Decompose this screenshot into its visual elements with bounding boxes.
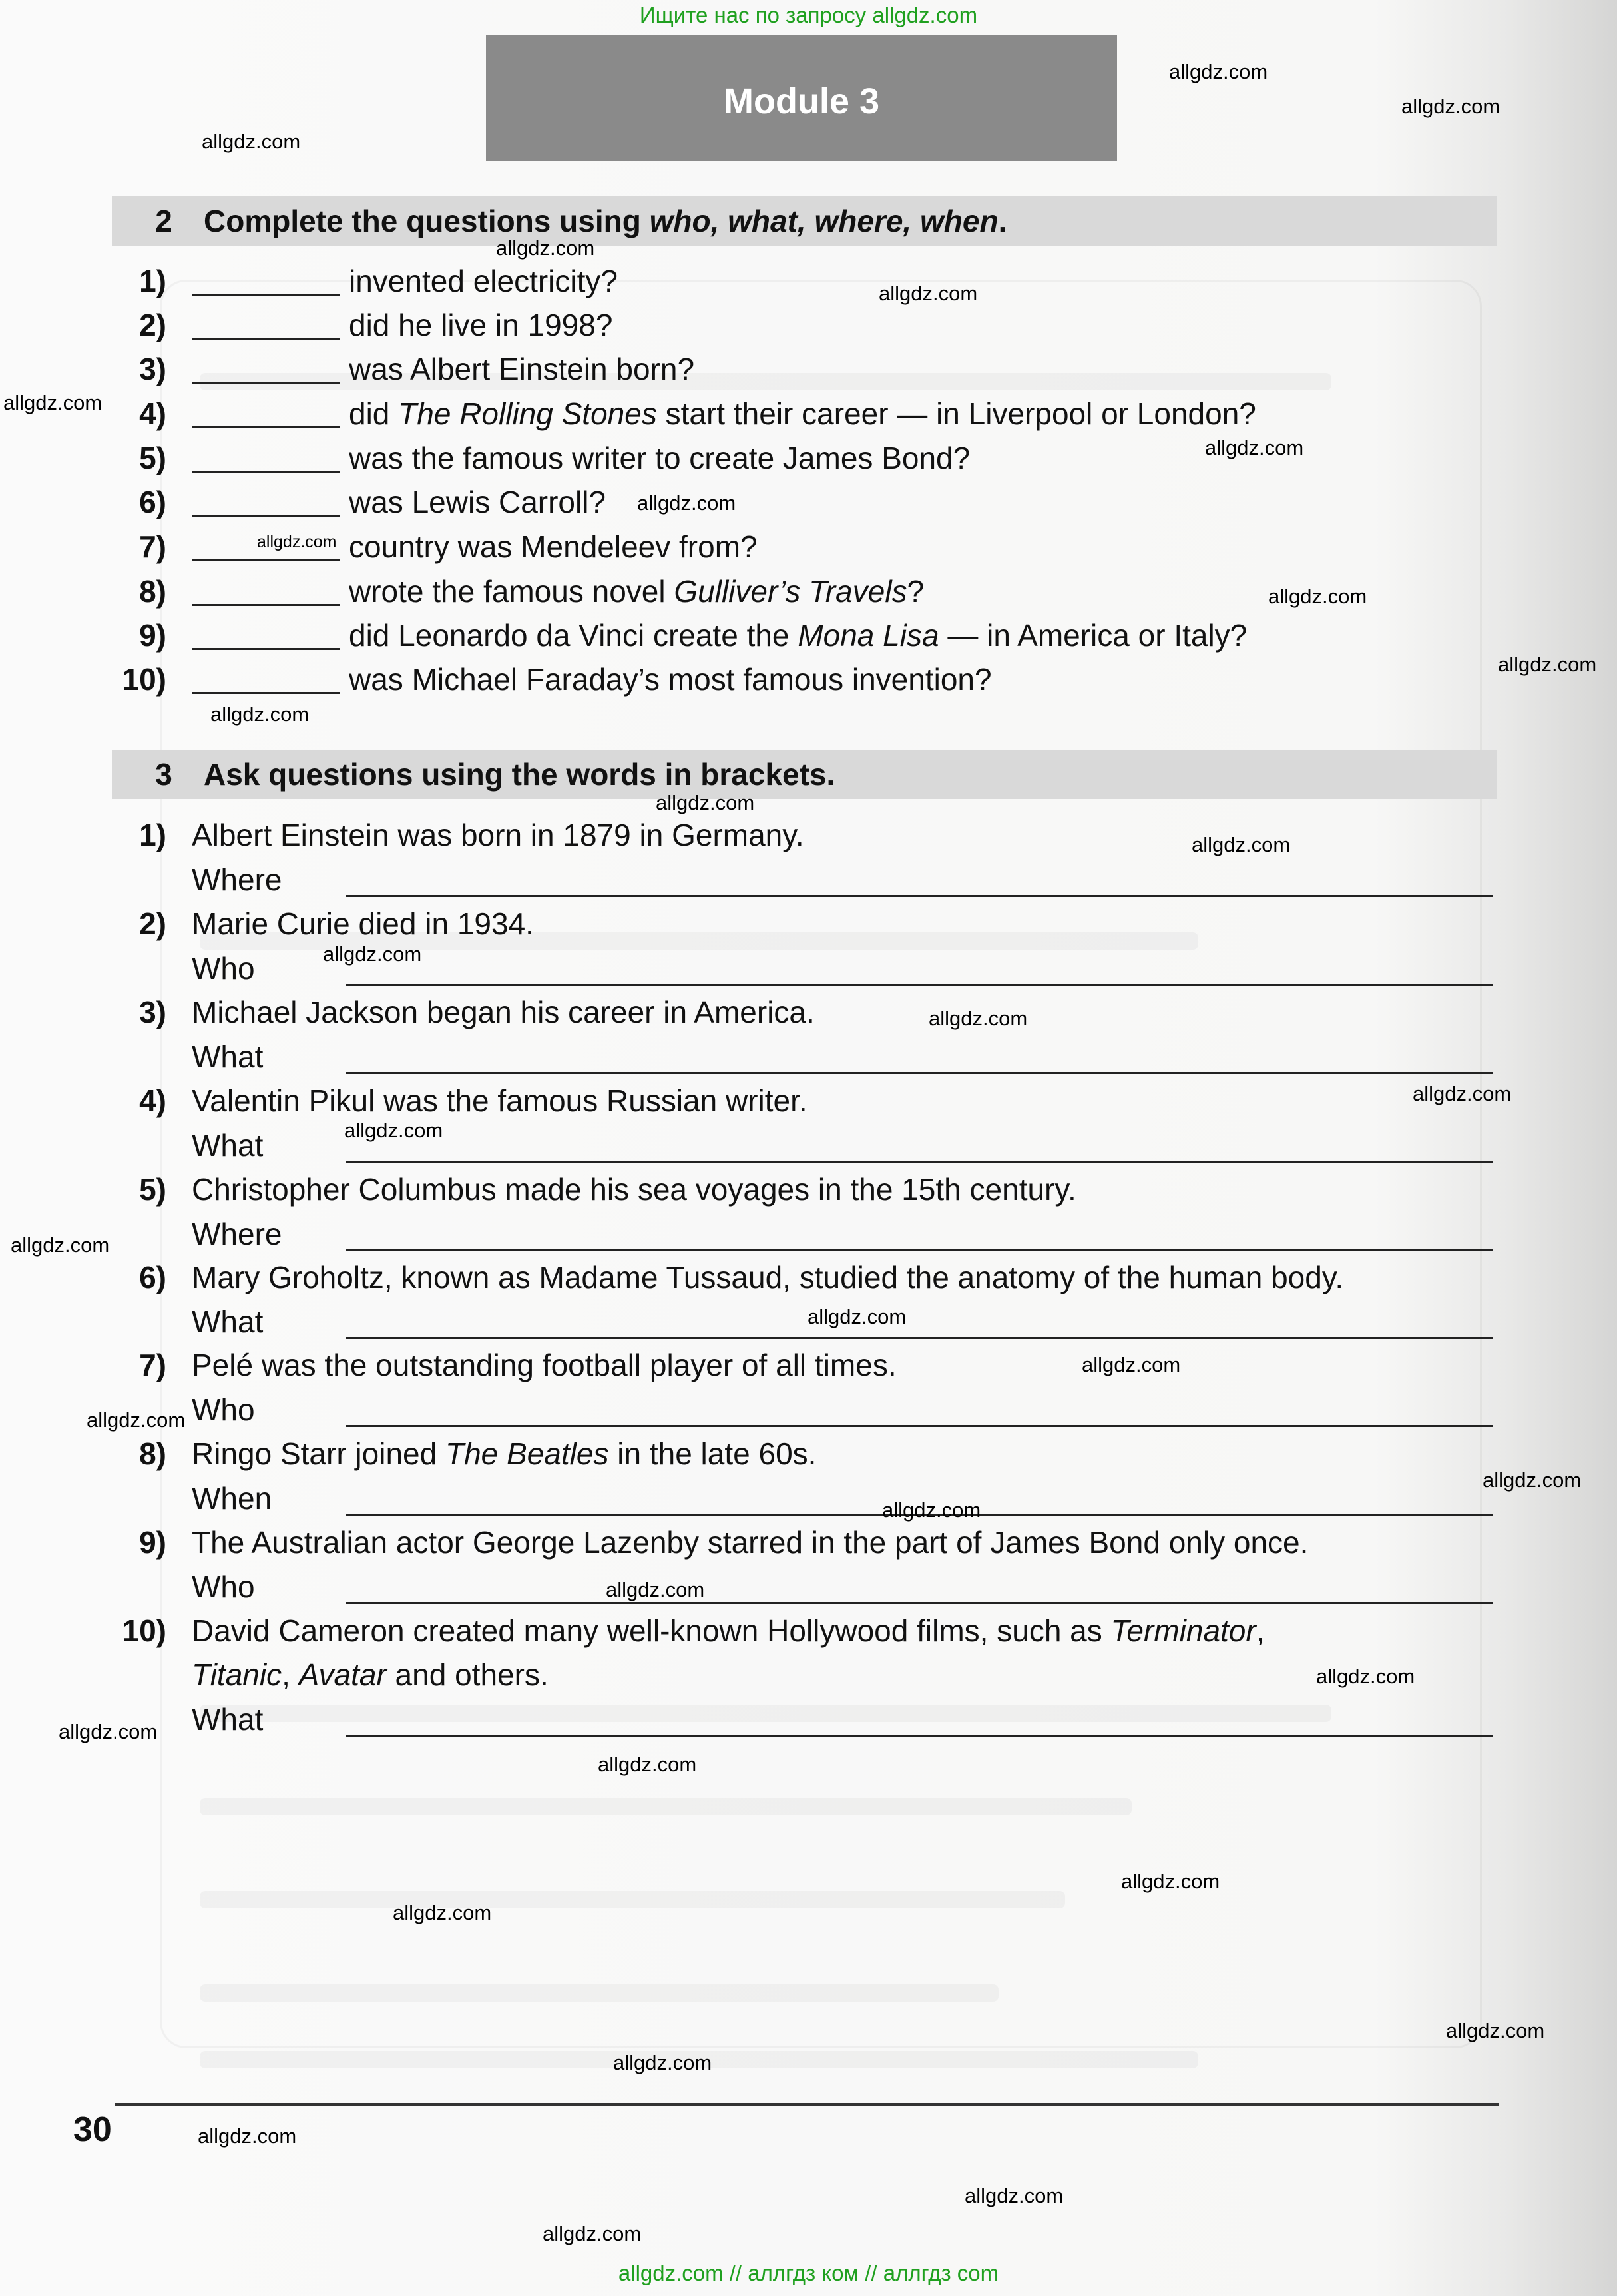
item-number: 10) bbox=[122, 1613, 166, 1648]
watermark: allgdz.com bbox=[808, 1305, 907, 1328]
question-prompt: What bbox=[192, 1128, 264, 1163]
exercise-2-item bbox=[107, 525, 758, 568]
exercise-3-item bbox=[107, 1168, 1076, 1211]
watermark: allgdz.com bbox=[59, 1720, 158, 1743]
watermark: allgdz.com bbox=[1121, 1870, 1220, 1893]
item-number: 1) bbox=[139, 818, 166, 852]
watermark: allgdz.com bbox=[496, 236, 595, 260]
item-number: 4) bbox=[139, 1083, 166, 1118]
bleed-line bbox=[200, 1891, 1065, 1908]
question-prompt: What bbox=[192, 1702, 264, 1737]
item-number: 2) bbox=[139, 308, 166, 342]
exercise-2-item bbox=[107, 658, 992, 701]
watermark: allgdz.com bbox=[210, 703, 310, 726]
watermark: allgdz.com bbox=[1446, 2019, 1545, 2042]
item-number: 6) bbox=[139, 485, 166, 519]
exercise-3-item bbox=[107, 991, 815, 1033]
watermark: allgdz.com bbox=[879, 282, 978, 305]
watermark: allgdz.com bbox=[1498, 653, 1597, 676]
watermark: allgdz.com bbox=[202, 130, 301, 153]
answer-blank[interactable] bbox=[192, 267, 340, 296]
exercise-3-item bbox=[107, 1079, 808, 1122]
answer-line[interactable] bbox=[346, 1337, 1493, 1339]
item-number: 8) bbox=[139, 1436, 166, 1471]
module-title: Module 3 bbox=[723, 81, 879, 121]
answer-blank[interactable] bbox=[192, 444, 340, 473]
watermark: allgdz.com bbox=[1169, 60, 1268, 83]
item-number: 1) bbox=[139, 264, 166, 298]
item-number: 6) bbox=[139, 1260, 166, 1294]
watermark: allgdz.com bbox=[656, 791, 755, 814]
item-number: 8) bbox=[139, 574, 166, 609]
statement-text: Albert Einstein was born in 1879 in Germany. bbox=[192, 818, 804, 852]
watermark: allgdz.com bbox=[606, 1578, 705, 1601]
question-text: did Leonardo da Vinci create the Mona Lisa — in America or Italy? bbox=[349, 618, 1248, 653]
statement-text: Mary Groholtz, known as Madame Tussaud, studied the anatomy of the human body. bbox=[192, 1260, 1344, 1294]
exercise-3-item bbox=[107, 1344, 897, 1386]
exercise-2-item bbox=[107, 348, 694, 390]
watermark: allgdz.com bbox=[257, 533, 337, 551]
watermark: allgdz.com bbox=[344, 1119, 443, 1142]
answer-line[interactable] bbox=[346, 1161, 1493, 1163]
answer-line[interactable] bbox=[346, 984, 1493, 986]
top-search-banner[interactable]: Ищите нас по запросу allgdz.com bbox=[639, 3, 978, 27]
question-prompt: Where bbox=[192, 862, 282, 897]
statement-text: Valentin Pikul was the famous Russian writer. bbox=[192, 1083, 808, 1118]
answer-blank[interactable] bbox=[192, 488, 340, 517]
question-text: was Michael Faraday’s most famous invention? bbox=[349, 662, 992, 697]
item-number: 9) bbox=[139, 618, 166, 653]
question-text: did The Rolling Stones start their career — in Liverpool or London? bbox=[349, 396, 1256, 431]
watermark: allgdz.com bbox=[11, 1233, 110, 1257]
item-number: 5) bbox=[139, 441, 166, 475]
exercise-2-item bbox=[107, 614, 1247, 657]
item-number: 4) bbox=[139, 396, 166, 431]
exercise-3-item bbox=[107, 902, 534, 945]
watermark: allgdz.com bbox=[1316, 1665, 1415, 1688]
answer-blank[interactable] bbox=[192, 400, 340, 428]
watermark: allgdz.com bbox=[929, 1007, 1028, 1030]
statement-text: Pelé was the outstanding football player of all times. bbox=[192, 1348, 897, 1382]
exercise-3-item bbox=[107, 814, 804, 856]
section-2-number: 2 bbox=[155, 204, 172, 238]
answer-line[interactable] bbox=[346, 1425, 1493, 1427]
watermark: allgdz.com bbox=[1268, 585, 1367, 608]
exercise-2-item bbox=[107, 392, 1256, 435]
section-2-title: Complete the questions using who, what, where, when. bbox=[204, 204, 1007, 238]
item-number: 2) bbox=[139, 906, 166, 941]
question-prompt: Who bbox=[192, 1570, 255, 1604]
question-text: did he live in 1998? bbox=[349, 308, 613, 342]
bottom-divider bbox=[115, 2103, 1499, 2106]
exercise-3-item bbox=[107, 1521, 1308, 1564]
watermark: allgdz.com bbox=[613, 2051, 712, 2074]
question-prompt: What bbox=[192, 1304, 264, 1339]
watermark: allgdz.com bbox=[393, 1901, 492, 1924]
answer-line[interactable] bbox=[346, 895, 1493, 897]
statement-text: Marie Curie died in 1934. bbox=[192, 906, 534, 941]
statement-text: The Australian actor George Lazenby starred in the part of James Bond only once. bbox=[192, 1525, 1309, 1560]
item-number: 3) bbox=[139, 352, 166, 386]
answer-blank[interactable] bbox=[192, 311, 340, 340]
watermark: allgdz.com bbox=[1192, 833, 1291, 856]
watermark: allgdz.com bbox=[1205, 436, 1304, 459]
watermark: allgdz.com bbox=[323, 942, 422, 966]
question-text: was Lewis Carroll? bbox=[349, 485, 606, 519]
item-number: 9) bbox=[139, 1525, 166, 1560]
watermark: allgdz.com bbox=[965, 2184, 1064, 2207]
answer-blank[interactable] bbox=[192, 355, 340, 384]
question-prompt: When bbox=[192, 1481, 272, 1516]
watermark: allgdz.com bbox=[1413, 1082, 1512, 1105]
watermark: allgdz.com bbox=[3, 391, 103, 414]
question-prompt: Where bbox=[192, 1217, 282, 1251]
item-number: 5) bbox=[139, 1172, 166, 1207]
watermark: allgdz.com bbox=[598, 1753, 697, 1776]
question-prompt: What bbox=[192, 1039, 264, 1074]
exercise-3-item bbox=[107, 1256, 1343, 1298]
statement-text: Michael Jackson began his career in America. bbox=[192, 995, 815, 1029]
question-text: invented electricity? bbox=[349, 264, 618, 298]
watermark: allgdz.com bbox=[882, 1498, 981, 1522]
item-number: 7) bbox=[139, 1348, 166, 1382]
footer-banner[interactable]: allgdz.com // аллгдз ком // аллгдз com bbox=[618, 2261, 999, 2285]
statement-text: Christopher Columbus made his sea voyages in the 15th century. bbox=[192, 1172, 1076, 1207]
answer-line[interactable] bbox=[346, 1602, 1493, 1604]
answer-line[interactable] bbox=[346, 1735, 1493, 1737]
exercise-2-item bbox=[107, 481, 606, 523]
bleed-line bbox=[200, 1984, 999, 2002]
exercise-2-item bbox=[107, 304, 612, 346]
watermark: allgdz.com bbox=[1401, 95, 1501, 118]
statement-continuation bbox=[192, 1653, 549, 1696]
watermark: allgdz.com bbox=[1082, 1353, 1181, 1376]
answer-line[interactable] bbox=[346, 1072, 1493, 1074]
section-3-title: Ask questions using the words in brackets. bbox=[204, 757, 835, 792]
watermark: allgdz.com bbox=[198, 2124, 297, 2148]
watermark: allgdz.com bbox=[543, 2222, 642, 2245]
statement-text: David Cameron created many well-known Hollywood films, such as Terminator, bbox=[192, 1613, 1265, 1648]
watermark: allgdz.com bbox=[87, 1408, 186, 1432]
question-text: was the famous writer to create James Bond? bbox=[349, 441, 971, 475]
exercise-2-item bbox=[107, 570, 924, 613]
exercise-2-item bbox=[107, 260, 618, 302]
question-prompt: Who bbox=[192, 1392, 255, 1427]
watermark: allgdz.com bbox=[1483, 1468, 1582, 1492]
module-header bbox=[486, 35, 1117, 161]
exercise-2-item bbox=[107, 437, 970, 479]
section-3-header bbox=[112, 750, 1497, 799]
answer-blank[interactable] bbox=[192, 621, 340, 650]
question-prompt: Who bbox=[192, 951, 255, 986]
section-2-header bbox=[112, 196, 1497, 246]
question-text: country was Mendeleev from? bbox=[349, 529, 758, 564]
item-number: 10) bbox=[122, 662, 166, 697]
section-3-number: 3 bbox=[155, 757, 172, 792]
answer-blank[interactable] bbox=[192, 665, 340, 694]
question-text: was Albert Einstein born? bbox=[349, 352, 695, 386]
item-number: 7) bbox=[139, 529, 166, 564]
answer-blank[interactable] bbox=[192, 577, 340, 606]
answer-line[interactable] bbox=[346, 1249, 1493, 1251]
item-number: 3) bbox=[139, 995, 166, 1029]
exercise-3-item bbox=[107, 1609, 1265, 1652]
question-text: wrote the famous novel Gulliver’s Travels? bbox=[349, 574, 925, 609]
watermark: allgdz.com bbox=[637, 491, 736, 515]
bleed-line bbox=[200, 1798, 1132, 1815]
statement-text: Titanic, Avatar and others. bbox=[192, 1657, 549, 1692]
statement-text: Ringo Starr joined The Beatles in the late 60s. bbox=[192, 1436, 817, 1471]
exercise-3-item bbox=[107, 1432, 816, 1475]
bleed-line bbox=[200, 1705, 1331, 1722]
page-number: 30 bbox=[73, 2110, 112, 2149]
